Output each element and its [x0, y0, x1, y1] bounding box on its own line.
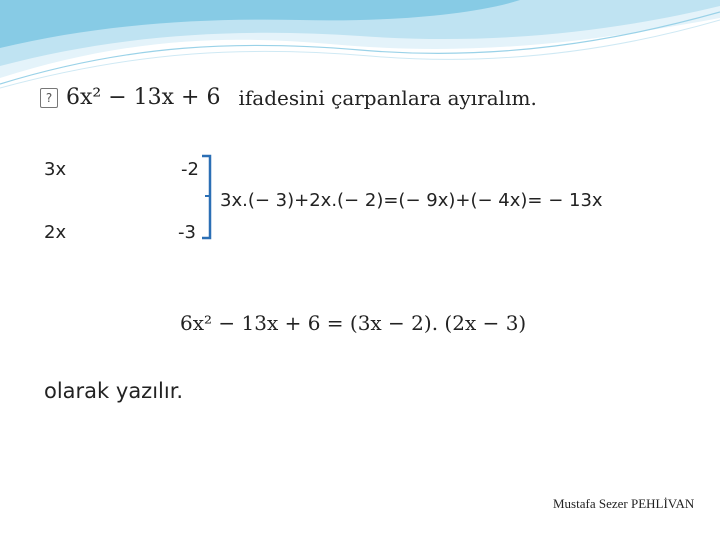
- check-calculation: 3x.(− 3)+2x.(− 2)=(− 9x)+(− 4x)= − 13x: [220, 190, 603, 211]
- row2-right: -3: [178, 222, 196, 243]
- row1-left: 3x: [44, 159, 67, 180]
- row1-right: -2: [181, 159, 199, 180]
- bullet-icon: ?: [40, 88, 58, 108]
- author-credit: Mustafa Sezer PEHLİVAN: [553, 496, 695, 511]
- statement-line: [40, 85, 537, 110]
- conclusion-text: olarak yazılır.: [44, 379, 184, 403]
- factored-result: 6x² − 13x + 6 = (3x − 2). (2x − 3): [180, 311, 527, 335]
- statement-text: ifadesini çarpanlara ayıralım.: [238, 85, 537, 110]
- cross-multiplication-bracket: [198, 152, 214, 242]
- row2-left: 2x: [44, 222, 67, 243]
- header-wave-decoration: [0, 0, 720, 90]
- statement-expression: 6x² − 13x + 6: [66, 85, 221, 110]
